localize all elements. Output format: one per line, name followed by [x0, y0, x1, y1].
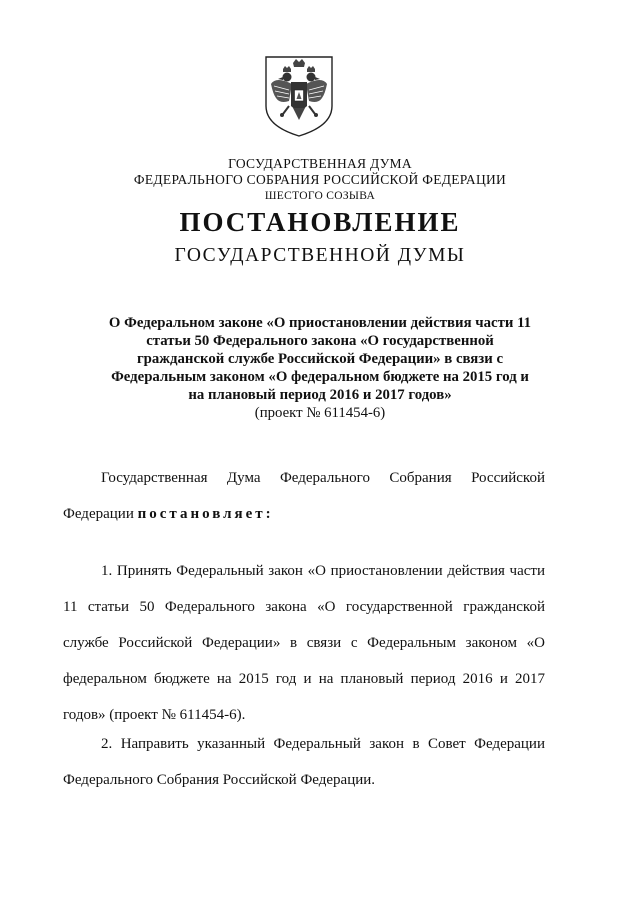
subject-line: Федеральным законом «О федеральном бюджете на 2015 год и — [111, 369, 529, 385]
document-subtitle: ГОСУДАРСТВЕННОЙ ДУМЫ — [174, 245, 466, 266]
coat-of-arms-emblem — [262, 54, 336, 138]
subject-line: на плановый период 2016 и 2017 годов» — [188, 387, 452, 403]
preamble-word: Федерации — [63, 506, 134, 522]
clause-line: Федерального Собрания Российской Федерации. — [63, 772, 376, 788]
header-line-federal-assembly: ФЕДЕРАЛЬНОГО СОБРАНИЯ РОССИЙСКОЙ ФЕДЕРАЦИИ — [133, 172, 507, 187]
clause-2 — [63, 736, 545, 789]
double-headed-eagle-icon — [262, 54, 336, 138]
clause-line: 11 статьи 50 Федерального закона «О государственной гражданской — [63, 599, 545, 615]
clause-line: федеральном бюджете на 2015 год и на плановый период 2016 и 2017 — [63, 671, 545, 687]
clause-line: 1. Принять Федеральный закон «О приостановлении действия части — [101, 563, 545, 579]
issuer-header — [0, 156, 640, 204]
clause-line: 2. Направить указанный Федеральный закон в Совет Федерации — [101, 736, 545, 752]
header-line-duma: ГОСУДАРСТВЕННАЯ ДУМА — [228, 156, 412, 171]
subject-line: статьи 50 Федерального закона «О государственной — [146, 333, 494, 349]
preamble — [63, 470, 545, 523]
subject-line: гражданской службе Российской Федерации» в связи с — [136, 351, 504, 367]
operative-verb: постановляет: — [137, 506, 274, 522]
document-title: ПОСТАНОВЛЕНИЕ — [179, 207, 461, 237]
project-number: (проект № 611454-6) — [254, 405, 386, 421]
preamble-line: Государственная Дума Федерального Собрания Российской — [101, 470, 545, 486]
preamble-line-2 — [63, 506, 545, 523]
resolution-subject — [90, 314, 550, 422]
clause-line: службе Российской Федерации» в связи с Федеральным законом «О — [63, 635, 545, 651]
subject-line: О Федеральном законе «О приостановлении действия части 11 — [108, 315, 532, 331]
clause-1 — [63, 563, 545, 724]
header-line-convocation: ШЕСТОГО СОЗЫВА — [264, 190, 376, 202]
clause-line: годов» (проект № 611454-6). — [63, 707, 246, 723]
